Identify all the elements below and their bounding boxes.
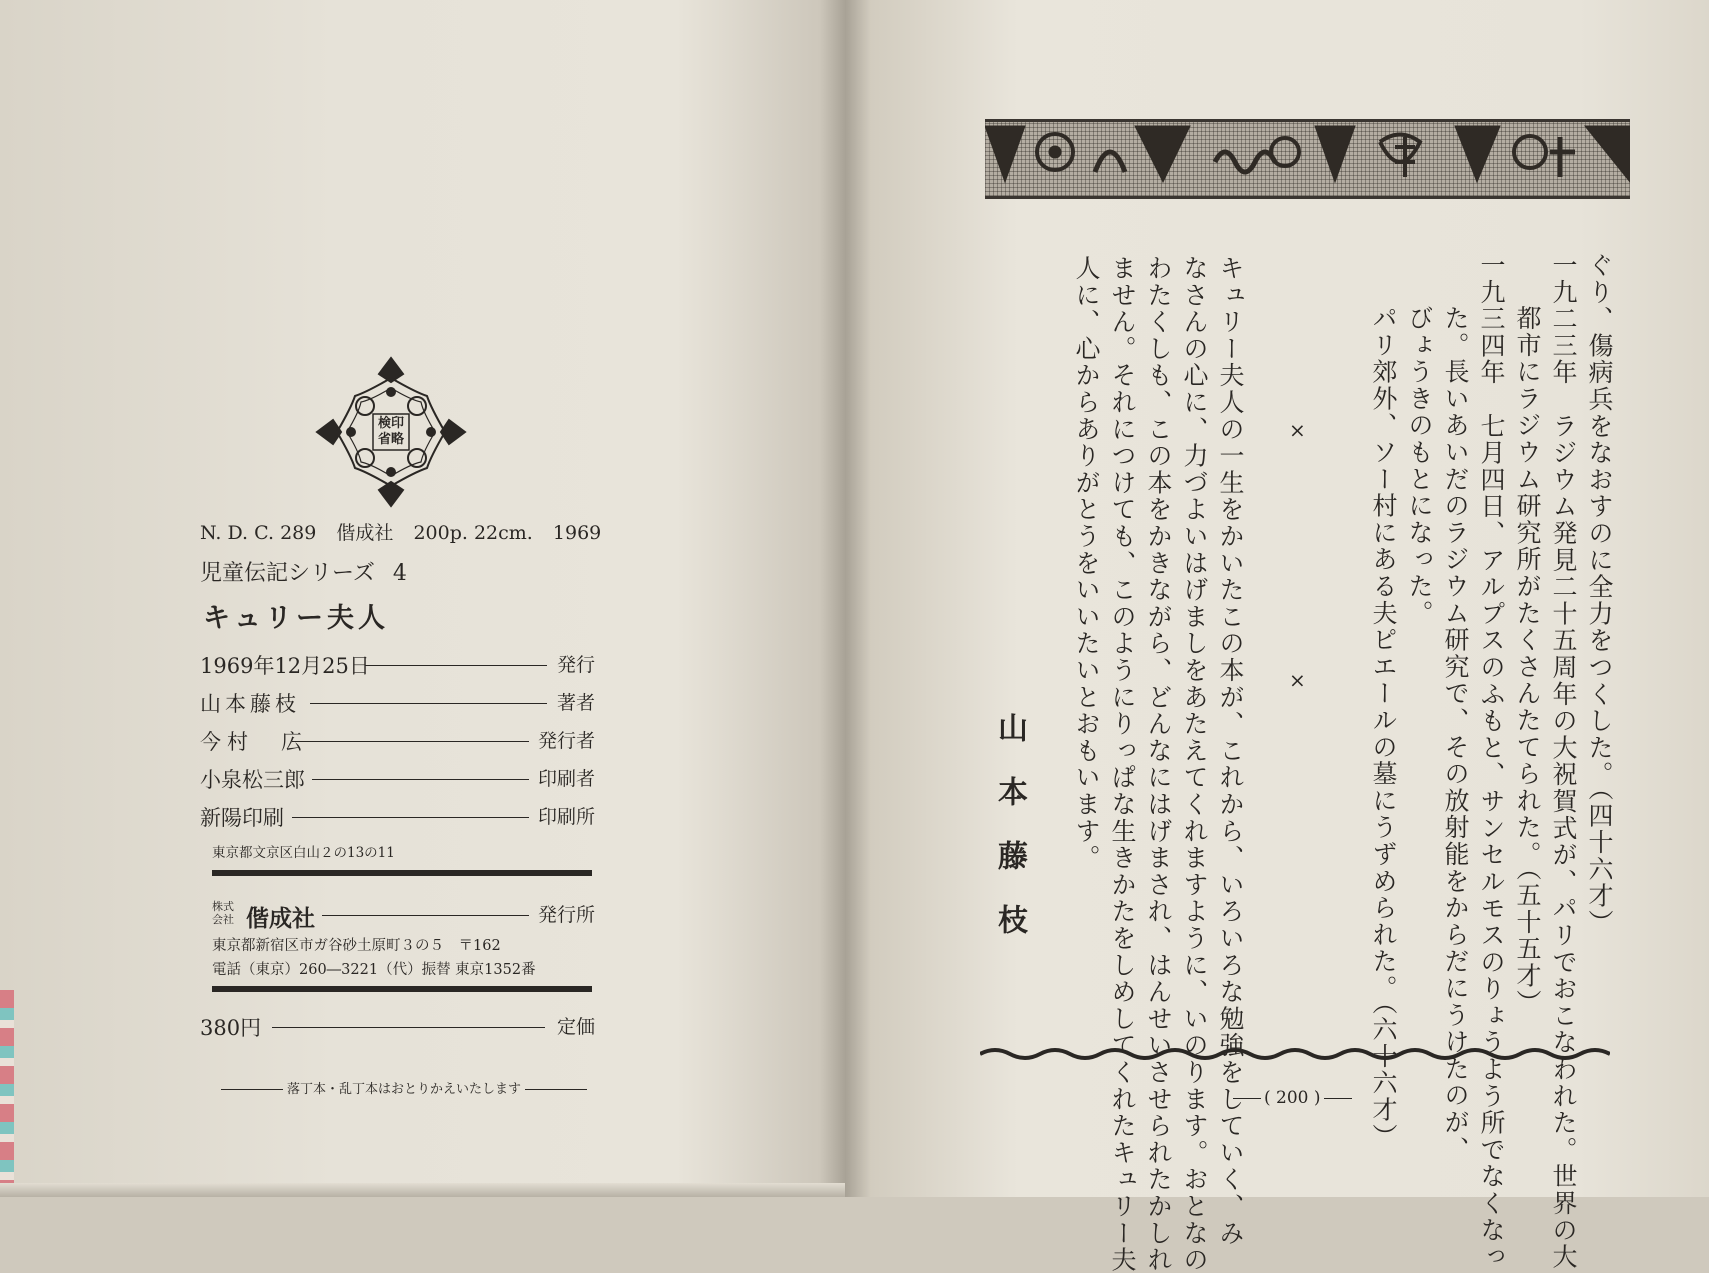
row-label: 小泉松三郎 bbox=[200, 768, 305, 792]
price-row bbox=[200, 1012, 595, 1042]
text-column-12: 人に、心からありがとうをいいたいとおもいます。 bbox=[1072, 255, 1101, 872]
page-bottom-edge bbox=[0, 1183, 845, 1197]
publisher-phone: 電話（東京）260―3221（代）振替 東京1352番 bbox=[212, 962, 536, 978]
row-role: 著者 bbox=[556, 692, 595, 714]
series-name: 児童伝記シリーズ bbox=[200, 561, 375, 586]
text-column-8: キュリー夫人の一生をかいたこの本が、これから、いろいろな勉強をしていく、み bbox=[1216, 255, 1245, 1247]
colophon-row-printer bbox=[200, 764, 595, 794]
row-leader bbox=[322, 915, 529, 916]
row-label: 新陽印刷 bbox=[200, 806, 284, 830]
series-number: 4 bbox=[392, 561, 407, 586]
row-leader bbox=[312, 779, 529, 780]
row-role: 印刷者 bbox=[537, 768, 595, 790]
rule-bottom bbox=[212, 986, 592, 992]
colophon-row-author bbox=[200, 688, 595, 718]
publisher-role: 発行所 bbox=[537, 904, 595, 926]
inspection-seal bbox=[311, 352, 471, 512]
pages-size: 200p. 22cm. bbox=[413, 522, 533, 544]
text-column-3: 都市にラジウム研究所がたくさんたてられた。（五十五才） bbox=[1513, 305, 1542, 1017]
row-role: 印刷所 bbox=[537, 806, 595, 828]
pub-year: 1969 bbox=[552, 522, 602, 544]
row-leader bbox=[365, 665, 547, 666]
row-leader bbox=[272, 1027, 545, 1028]
text-column-2: 一九二三年 ラジウム発見二十五周年の大祝賀式が、パリでおこなわれた。世界の大 bbox=[1549, 252, 1578, 1271]
rule-top bbox=[212, 870, 592, 876]
publisher-row bbox=[200, 900, 595, 928]
text-column-10: わたくしも、この本をかきながら、どんなにはげまされ、はんせいさせられたかしれ bbox=[1144, 255, 1173, 1273]
price-value: 380円 bbox=[200, 1016, 262, 1040]
row-leader bbox=[292, 741, 529, 742]
page-number-text: ( 200 ) bbox=[1264, 1088, 1321, 1108]
banner-pattern-icon bbox=[985, 122, 1630, 190]
page-number bbox=[1230, 1088, 1355, 1108]
page-edge-strip bbox=[0, 990, 14, 1197]
row-role: 発行者 bbox=[537, 730, 595, 752]
publisher-kind: 株式会社 bbox=[212, 900, 234, 926]
colophon-row-issuer bbox=[200, 726, 595, 756]
row-label: 山本藤枝 bbox=[200, 692, 300, 716]
series-line bbox=[200, 556, 407, 587]
row-leader bbox=[292, 817, 529, 818]
colophon-row-print-shop bbox=[200, 802, 595, 832]
publisher-name: 偕成社 bbox=[246, 905, 315, 932]
seal-text bbox=[377, 416, 405, 448]
publisher-short: 偕成社 bbox=[336, 522, 394, 544]
text-column-7: パリ郊外、ソー村にある夫ピエールの墓にうずめられた。（六十六才） bbox=[1369, 305, 1398, 1151]
decorative-banner bbox=[985, 119, 1630, 199]
text-column-11: ません。それにつけても、このようにりっぱな生きかたをしめしてくれたキュリー夫 bbox=[1108, 255, 1137, 1273]
text-column-4: 一九三四年 七月四日、アルプスのふもと、サンセルモスのりょうよう所でなくなっ bbox=[1477, 252, 1506, 1271]
row-label: 今村 広 bbox=[200, 730, 308, 754]
price-label: 定価 bbox=[556, 1016, 595, 1038]
row-label: 1969年12月25日 bbox=[200, 654, 370, 678]
book-title: キュリー夫人 bbox=[203, 603, 389, 634]
author-signature: 山本藤枝 bbox=[992, 712, 1027, 968]
separator-mark: × bbox=[1289, 418, 1306, 442]
ndc-line bbox=[200, 518, 615, 545]
publisher-address: 東京都新宿区市ガ谷砂土原町３の５ 〒162 bbox=[212, 938, 501, 954]
text-column-9: なさんの心に、力づよいはげましをあたえてくれますように、いのります。おとなの bbox=[1180, 255, 1209, 1273]
ndc-code: N. D. C. 289 bbox=[200, 522, 317, 544]
text-column-1: ぐり、傷病兵をなおすのに全力をつくした。（四十六才） bbox=[1585, 252, 1614, 937]
wavy-rule-icon bbox=[980, 1046, 1610, 1062]
printer-address: 東京都文京区白山２の13の11 bbox=[212, 845, 395, 861]
row-leader bbox=[310, 703, 547, 704]
colophon-row-date bbox=[200, 650, 595, 680]
separator-mark: × bbox=[1289, 668, 1306, 692]
replacement-notice bbox=[217, 1078, 591, 1097]
text-column-6: びょうきのもとになった。 bbox=[1405, 305, 1434, 627]
seal-line-2: 省略 bbox=[377, 432, 404, 447]
text-column-5: た。長いあいだのラジウム研究で、その放射能をからだにうけたのが、 bbox=[1441, 305, 1470, 1163]
colophon-page bbox=[0, 0, 845, 1197]
notice-text: 落丁本・乱丁本はおとりかえいたします bbox=[287, 1082, 522, 1097]
row-role: 発行 bbox=[556, 654, 595, 676]
seal-line-1: 検印 bbox=[377, 416, 404, 431]
